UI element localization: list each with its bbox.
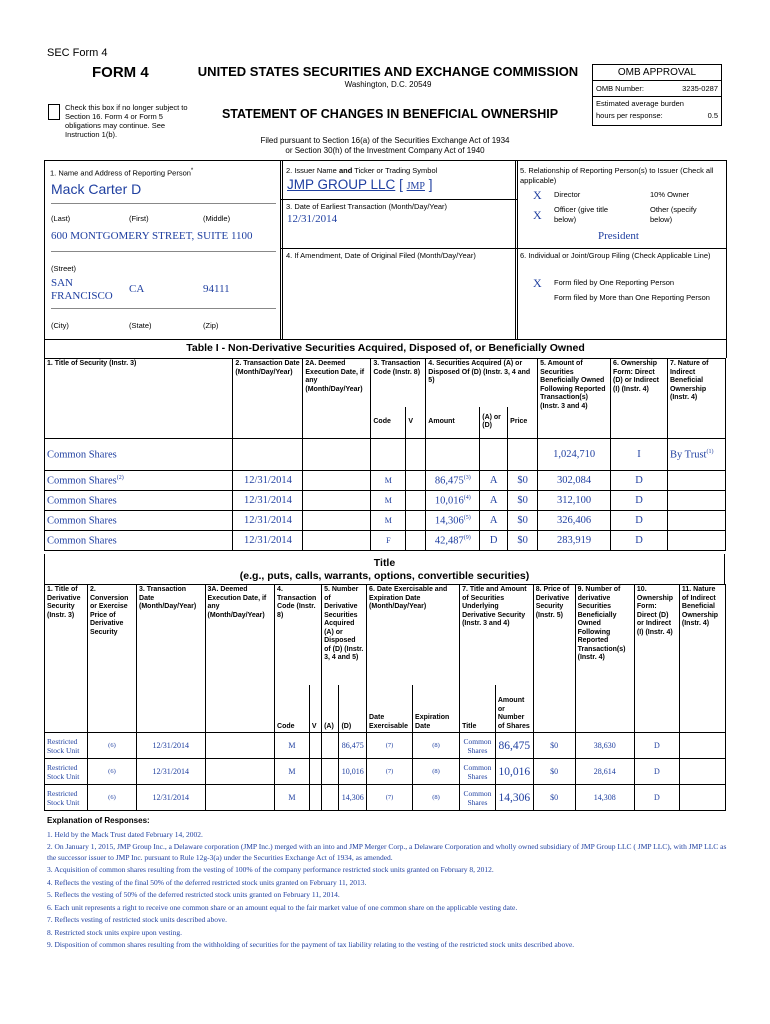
t2-owned: 28,614 xyxy=(575,759,634,785)
t2-h6: 6. Date Exercisable and Expiration Date (Month/Day/Year) xyxy=(367,585,460,685)
more-person-label: Form filed by More than One Reporting Person xyxy=(554,293,710,302)
t1-owned-text: 302,084 xyxy=(557,475,592,486)
t2-d-val: 86,475 xyxy=(339,733,367,759)
t1-date xyxy=(233,471,303,491)
t1-title xyxy=(45,491,233,511)
t1-amount-val xyxy=(426,471,480,491)
t1-date-text: 12/31/2014 xyxy=(243,535,292,546)
t1-ad-val xyxy=(480,439,508,471)
issuer-line xyxy=(287,177,432,192)
explanation-note: 8. Restricted stock units expire upon vesting. xyxy=(47,927,182,937)
t1-title xyxy=(45,439,233,471)
t2-h8: 8. Price of Derivative Security (Instr. 5) xyxy=(533,585,575,733)
footnote-ref: (2) xyxy=(116,474,124,481)
zip-value[interactable]: 94111 xyxy=(203,283,230,295)
footnote-ref: (1) xyxy=(706,448,714,455)
t1-title-text: Common Shares xyxy=(47,515,117,527)
t1-code-val-text: M xyxy=(384,476,392,485)
t2-title: Title xyxy=(460,685,496,733)
t1-price-val xyxy=(508,471,538,491)
t2-exer: (7) xyxy=(367,785,413,811)
t1-price-val xyxy=(508,491,538,511)
t1-form-text: D xyxy=(635,515,643,526)
relationship-box xyxy=(515,160,727,340)
one-person-label: Form filed by One Reporting Person xyxy=(554,278,675,287)
t1-amount-val-text: 14,306 xyxy=(434,515,464,527)
t1-price-val-text: $0 xyxy=(517,535,528,546)
city-value[interactable]: SAN FRANCISCO xyxy=(51,277,113,302)
omb-number: 3235-0287 xyxy=(682,84,718,93)
t1-v-val xyxy=(406,491,426,511)
t1-date-text: 12/31/2014 xyxy=(243,475,292,486)
t2-form: D xyxy=(634,785,679,811)
t1-owned-text: 1,024,710 xyxy=(553,449,596,460)
t1-h3: 3. Transaction Code (Instr. 8) xyxy=(371,359,426,407)
explanation-note: 6. Each unit represents a right to receive one common share or an amount equal to the fair market value of one common share on the applicable vesting date. xyxy=(47,902,518,912)
t1-v-val xyxy=(406,511,426,531)
t1-row xyxy=(45,531,726,551)
t1-form-text: D xyxy=(635,475,643,486)
sec-form-label: SEC Form 4 xyxy=(47,47,108,59)
t1-code-val-text: F xyxy=(386,536,391,545)
box2-label xyxy=(286,166,512,176)
table1 xyxy=(44,358,726,551)
t2-form: D xyxy=(634,733,679,759)
t2-code: Code xyxy=(275,685,310,733)
t2-title-val: Restricted Stock Unit xyxy=(45,733,88,759)
t1-h2: 2. Transaction Date (Month/Day/Year) xyxy=(233,359,303,439)
t2-v-val xyxy=(309,733,321,759)
t2-h3: 3. Transaction Date (Month/Day/Year) xyxy=(137,585,206,733)
box5-label: 5. Relationship of Reporting Person(s) to Issuer (Check all applicable) xyxy=(520,166,714,185)
first-label: (First) xyxy=(129,214,149,223)
t2-sec: Common Shares xyxy=(460,733,496,759)
t1-row xyxy=(45,511,726,531)
t1-deemed xyxy=(303,491,371,511)
t1-nature xyxy=(667,439,725,471)
t1-date xyxy=(233,491,303,511)
t2-exp: (8) xyxy=(413,785,460,811)
director-check[interactable]: X xyxy=(533,188,542,202)
t1-form xyxy=(611,439,668,471)
t2-num: 14,306 xyxy=(495,785,533,811)
t2-price: $0 xyxy=(533,759,575,785)
state-label: (State) xyxy=(129,321,152,330)
table2-title: Title xyxy=(373,557,396,569)
t2-d-val: 10,016 xyxy=(339,759,367,785)
t2-h2: 2. Conversion or Exercise Price of Derivative Security xyxy=(87,585,136,733)
t1-date-text: 12/31/2014 xyxy=(243,495,292,506)
t1-deemed xyxy=(303,439,371,471)
t1-v-val xyxy=(406,439,426,471)
t2-date: 12/31/2014 xyxy=(137,733,206,759)
t2-exer: (7) xyxy=(367,733,413,759)
t1-title-text: Common Shares xyxy=(47,449,117,461)
t2-h11: 11. Nature of Indirect Beneficial Ownership (Instr. 4) xyxy=(679,585,725,733)
t1-price-val xyxy=(508,531,538,551)
t2-v-val xyxy=(309,785,321,811)
t1-date xyxy=(233,439,303,471)
t1-ad-val-text: A xyxy=(489,495,498,506)
t1-code-val xyxy=(371,471,406,491)
t1-owned xyxy=(538,531,611,551)
t1-form-text: I xyxy=(637,449,641,460)
explanation-note: 7. Reflects vesting of restricted stock units described above. xyxy=(47,915,227,924)
explanation-note: 9. Disposition of common shares resulting from the withholding of securities for the payment of tax liability relating to the vesting of the restricted stock units described above. xyxy=(47,940,575,949)
t2-price: $0 xyxy=(533,785,575,811)
t1-title-text: Common Shares xyxy=(47,495,117,507)
box3-label: 3. Date of Earliest Transaction (Month/Day/Year) xyxy=(286,202,448,211)
t1-v-val xyxy=(406,471,426,491)
t2-date: 12/31/2014 xyxy=(137,785,206,811)
t1-title xyxy=(45,531,233,551)
t2-amount-shares: Amount or Number of Shares xyxy=(495,685,533,733)
t1-amount-val-text: 86,475 xyxy=(434,475,464,487)
t1-v-val xyxy=(406,531,426,551)
filed-pursuant xyxy=(150,136,620,156)
t2-nature xyxy=(679,759,725,785)
t1-ad-val-text: A xyxy=(489,515,498,526)
t1-nature xyxy=(667,531,725,551)
t1-owned xyxy=(538,511,611,531)
filed-line-1: Filed pursuant to Section 16(a) of the Securities Exchange Act of 1934 xyxy=(260,136,510,145)
t1-title-text: Common Shares xyxy=(47,475,117,487)
box1-label-mark: * xyxy=(190,168,194,174)
box4-label: 4. If Amendment, Date of Original Filed (Month/Day/Year) xyxy=(286,251,476,260)
t2-sec: Common Shares xyxy=(460,785,496,811)
t1-nature xyxy=(667,471,725,491)
footnote-ref: (4) xyxy=(463,494,471,501)
t1-ad-val-text: D xyxy=(489,535,498,546)
t1-owned-text: 312,100 xyxy=(557,495,592,506)
t2-title-val: Restricted Stock Unit xyxy=(45,785,88,811)
t2-expiration: Expiration Date xyxy=(413,685,460,733)
t1-code-val xyxy=(371,511,406,531)
form-title: FORM 4 xyxy=(92,64,149,81)
footnote-ref: (9) xyxy=(463,534,471,541)
t2-conv: (6) xyxy=(87,733,136,759)
t1-h5: 5. Amount of Securities Beneficially Owned Following Reported Transaction(s) (Instr. 3 and 4) xyxy=(538,359,611,439)
t1-owned xyxy=(538,439,611,471)
t1-amount-val xyxy=(426,439,480,471)
reporting-person-box xyxy=(44,160,283,340)
t1-deemed xyxy=(303,531,371,551)
t2-deemed xyxy=(205,733,275,759)
explanation-note: 3. Acquisition of common shares resulting from the vesting of 100% of the company performance restricted stock units granted on February 8, 2012. xyxy=(47,865,494,874)
t2-conv: (6) xyxy=(87,759,136,785)
t1-ad: (A) or (D) xyxy=(480,407,508,439)
t1-date xyxy=(233,511,303,531)
t1-row xyxy=(45,491,726,511)
one-person-check[interactable]: X xyxy=(533,276,542,290)
footnote-ref: (5) xyxy=(463,514,471,521)
t2-owned: 14,308 xyxy=(575,785,634,811)
t2-d-val: 14,306 xyxy=(339,785,367,811)
omb-title: OMB APPROVAL xyxy=(593,65,721,81)
t1-amount-val-text: 42,487 xyxy=(434,535,464,547)
other-label: Other (specify below) xyxy=(650,205,697,224)
t1-price-val-text: $0 xyxy=(517,515,528,526)
t1-code-val xyxy=(371,491,406,511)
t2-h4: 4. Transaction Code (Instr. 8) xyxy=(275,585,322,685)
explanation-note: 4. Reflects the vesting of the final 50% of the deferred restricted stock units granted on February 11, 2013. xyxy=(47,877,367,887)
t1-amount-val-text: 10,016 xyxy=(434,495,464,507)
explanation-section xyxy=(47,816,727,953)
omb-burden-label: Estimated average burden xyxy=(596,99,684,108)
t1-price: Price xyxy=(508,407,538,439)
t1-title xyxy=(45,511,233,531)
t1-date-text: 12/31/2014 xyxy=(243,515,292,526)
footnote-ref: (3) xyxy=(463,474,471,481)
t1-price-val-text: $0 xyxy=(517,495,528,506)
t1-owned xyxy=(538,471,611,491)
officer-title[interactable]: President xyxy=(598,230,639,242)
ticker-bracket-close: ] xyxy=(428,177,433,192)
t2-v-val xyxy=(309,759,321,785)
t2-exer: (7) xyxy=(367,759,413,785)
t1-form xyxy=(611,471,668,491)
t2-num: 10,016 xyxy=(495,759,533,785)
omb-hours: 0.5 xyxy=(707,111,718,120)
t1-owned-text: 326,406 xyxy=(557,515,592,526)
t2-deemed xyxy=(205,785,275,811)
t1-owned-text: 283,919 xyxy=(557,535,592,546)
t1-v: V xyxy=(406,407,426,439)
t1-ad-val xyxy=(480,491,508,511)
last-label: (Last) xyxy=(51,214,71,223)
t2-h7: 7. Title and Amount of Securities Underlying Derivative Security (Instr. 3 and 4) xyxy=(460,585,534,685)
t1-title-text: Common Shares xyxy=(47,535,117,547)
t1-code-val-text: M xyxy=(384,516,392,525)
t2-form: D xyxy=(634,759,679,785)
box1-label: 1. Name and Address of Reporting Person xyxy=(50,168,191,178)
t2-price: $0 xyxy=(533,733,575,759)
t1-deemed xyxy=(303,511,371,531)
t2-h10: 10. Ownership Form: Direct (D) or Indirect (I) (Instr. 4) xyxy=(634,585,679,733)
t1-deemed xyxy=(303,471,371,491)
t1-price-val xyxy=(508,511,538,531)
t2-date: 12/31/2014 xyxy=(137,759,206,785)
middle-label: (Middle) xyxy=(203,214,231,223)
t1-ad-val xyxy=(480,511,508,531)
t2-row xyxy=(45,759,726,785)
street-label: (Street) xyxy=(51,264,77,273)
t1-ad-val xyxy=(480,471,508,491)
t2-deemed xyxy=(205,759,275,785)
t1-form xyxy=(611,491,668,511)
box6-label: 6. Individual or Joint/Group Filing (Check Applicable Line) xyxy=(520,251,711,260)
t2-v: V xyxy=(309,685,321,733)
officer-label: Officer (give title below) xyxy=(554,205,609,224)
explanation-note: 5. Reflects the vesting of 50% of the deferred restricted stock units granted on February 11, 2014. xyxy=(47,890,340,899)
t1-date xyxy=(233,531,303,551)
explanation-heading: Explanation of Responses: xyxy=(47,816,150,825)
t1-h6: 6. Ownership Form: Direct (D) or Indirect (I) (Instr. 4) xyxy=(611,359,668,439)
t2-h3a: 3A. Deemed Execution Date, if any (Month/Day/Year) xyxy=(205,585,275,733)
t2-code-val: M xyxy=(275,759,310,785)
omb-approval-box xyxy=(592,64,722,126)
box2-label-b: Ticker or Trading Symbol xyxy=(352,166,438,175)
t1-form xyxy=(611,511,668,531)
t1-code-val-text: M xyxy=(384,496,392,505)
t1-nature xyxy=(667,491,725,511)
t2-exp: (8) xyxy=(413,759,460,785)
t2-a-val xyxy=(322,733,339,759)
city-label: (City) xyxy=(51,321,69,330)
t1-h7: 7. Nature of Indirect Beneficial Ownership (Instr. 4) xyxy=(667,359,725,439)
t1-ad-val xyxy=(480,531,508,551)
zip-label: (Zip) xyxy=(203,321,219,330)
t1-owned xyxy=(538,491,611,511)
t1-form-text: D xyxy=(635,495,643,506)
table2-subtitle: (e.g., puts, calls, warrants, options, convertible securities) xyxy=(239,570,530,582)
t1-amount-val xyxy=(426,531,480,551)
table2 xyxy=(44,584,726,811)
t2-row xyxy=(45,733,726,759)
t2-a-val xyxy=(322,785,339,811)
t2-exercisable: Date Exercisable xyxy=(367,685,413,733)
t1-amount-val xyxy=(426,511,480,531)
filed-line-2: or Section 30(h) of the Investment Company Act of 1940 xyxy=(285,146,485,155)
reporting-person-name[interactable]: Mack Carter D xyxy=(51,181,142,197)
t1-h2a: 2A. Deemed Execution Date, if any (Month/Day/Year) xyxy=(303,359,371,439)
t2-num: 86,475 xyxy=(495,733,533,759)
t2-nature xyxy=(679,785,725,811)
earliest-transaction-date[interactable]: 12/31/2014 xyxy=(287,213,338,225)
t1-code-val xyxy=(371,531,406,551)
t1-h1: 1. Title of Security (Instr. 3) xyxy=(45,359,233,439)
no-longer-subject-checkbox[interactable] xyxy=(48,104,60,120)
t1-h4: 4. Securities Acquired (A) or Disposed Of (D) (Instr. 3, 4 and 5) xyxy=(426,359,538,407)
t2-h9: 9. Number of derivative Securities Beneficially Owned Following Reported Transaction(s) (Instr. 4) xyxy=(575,585,634,733)
state-value[interactable]: CA xyxy=(129,283,145,295)
omb-hours-label: hours per response: xyxy=(596,111,663,120)
t1-form xyxy=(611,531,668,551)
ten-pct-owner-label: 10% Owner xyxy=(650,190,690,199)
t2-d: (D) xyxy=(339,685,367,733)
t2-title-val: Restricted Stock Unit xyxy=(45,759,88,785)
table2-title-block xyxy=(44,554,725,584)
issuer-name[interactable]: JMP GROUP LLC xyxy=(287,177,396,192)
t2-a: (A) xyxy=(322,685,339,733)
street-value[interactable]: 600 MONTGOMERY STREET, SUITE 1100 xyxy=(51,230,253,242)
ticker-bracket-open: [ xyxy=(399,177,403,192)
t1-row xyxy=(45,439,726,471)
t1-nature-text: By Trust xyxy=(669,449,707,461)
issuer-box xyxy=(280,160,518,340)
t2-row xyxy=(45,785,726,811)
statement-title: STATEMENT OF CHANGES IN BENEFICIAL OWNERSHIP xyxy=(221,107,559,121)
t2-h5: 5. Number of Derivative Securities Acquired (A) or Disposed of (D) (Instr. 3, 4 and 5) xyxy=(322,585,367,685)
t2-a-val xyxy=(322,759,339,785)
explanation-note: 2. On January 1, 2015, JMP Group Inc., a Delaware corporation (JMP Inc.) merged with an into and JMP Merger Corp., a Delaware Corporation and wholly owned subsidiary of JMP Group LLC ( JMP LLC), with JMP LLC as the successor issuer to JMP Inc. pursuant to Rule 12g-3(a) under the Securities Exchange Act of 1934, as amended. xyxy=(47,842,727,862)
t2-code-val: M xyxy=(275,733,310,759)
t1-code: Code xyxy=(371,407,406,439)
agency-city: Washington, D.C. 20549 xyxy=(344,80,432,89)
box2-label-a: 2. Issuer Name xyxy=(286,166,339,175)
agency-title: UNITED STATES SECURITIES AND EXCHANGE COMMISSION xyxy=(197,64,579,79)
t2-nature xyxy=(679,733,725,759)
director-label: Director xyxy=(554,190,581,199)
checkbox-text: Check this box if no longer subject to Section 16. Form 4 or Form 5 obligations may continue. See Instruction 1(b). xyxy=(65,103,188,139)
t2-conv: (6) xyxy=(87,785,136,811)
ticker-symbol[interactable]: JMP xyxy=(406,181,425,192)
t1-ad-val-text: A xyxy=(489,475,498,486)
t1-amount-val xyxy=(426,491,480,511)
t1-price-val xyxy=(508,439,538,471)
officer-check[interactable]: X xyxy=(533,208,542,222)
t1-nature xyxy=(667,511,725,531)
t2-h1: 1. Title of Derivative Security (Instr. 3) xyxy=(45,585,88,733)
omb-number-label: OMB Number: xyxy=(596,84,644,93)
t1-row xyxy=(45,471,726,491)
t2-owned: 38,630 xyxy=(575,733,634,759)
table1-title: Table I - Non-Derivative Securities Acquired, Disposed of, or Beneficially Owned xyxy=(44,338,727,358)
t1-title xyxy=(45,471,233,491)
t1-code-val xyxy=(371,439,406,471)
t1-amount: Amount xyxy=(426,407,480,439)
t2-exp: (8) xyxy=(413,733,460,759)
box2-label-and: and xyxy=(338,166,353,175)
explanation-note: 1. Held by the Mack Trust dated February 14, 2002. xyxy=(47,829,203,839)
t1-price-val-text: $0 xyxy=(517,475,528,486)
t2-code-val: M xyxy=(275,785,310,811)
t2-sec: Common Shares xyxy=(460,759,496,785)
t1-form-text: D xyxy=(635,535,643,546)
